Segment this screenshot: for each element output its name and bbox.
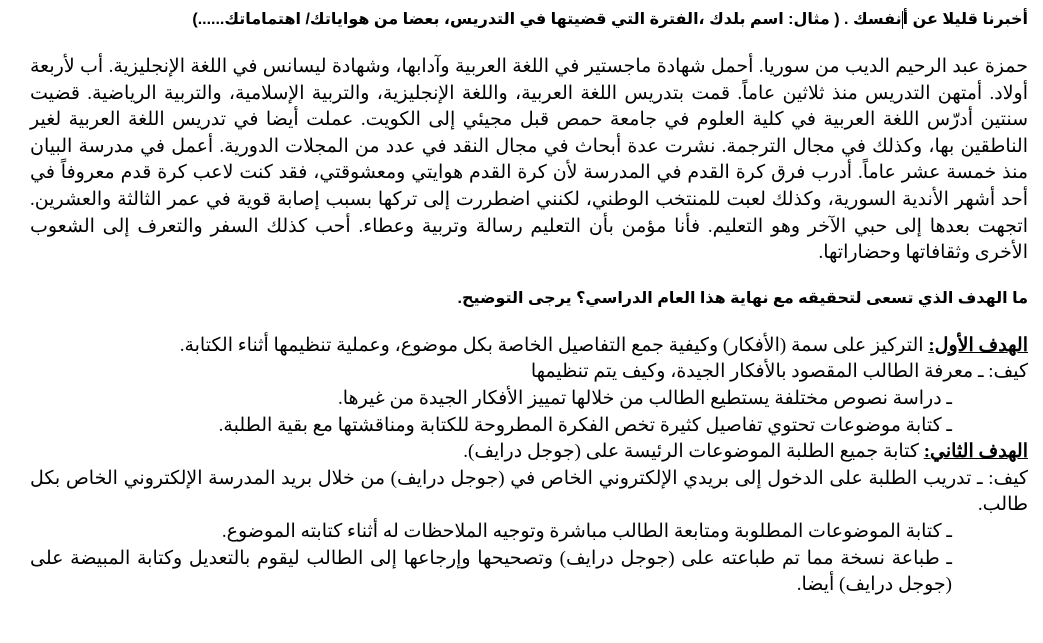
question-goal: ما الهدف الذي تسعى لتحقيقه مع نهاية هذا العام الدراسي؟ يرجى التوضيح.	[457, 289, 1028, 307]
goals-section	[30, 333, 1028, 599]
question-about-yourself	[30, 8, 1028, 32]
goal-1-text: التركيز على سمة (الأفكار) وكيفية جمع التفاصيل الخاصة بكل موضوع، وعملية تنظيمها أثناء الكتابة.	[179, 334, 929, 356]
goal-1-how: كيف: ـ معرفة الطالب المقصود بالأفكار الجيدة، وكيف يتم تنظيمها	[530, 361, 1028, 383]
question-text-end: نفسك . ( مثال: اسم بلدك ،الفترة التي قضيتها في التدريس، بعضا من هواياتك/ اهتماماتك......)	[192, 11, 902, 28]
goal-1-step-2: ـ دراسة نصوص مختلفة يستطيع الطالب من خلالها تمييز الأفكار الجيدة من غيرها.	[338, 387, 952, 409]
goal-1-step-3: ـ كتابة موضوعات تحتوي تفاصيل كثيرة تخص الفكرة المطروحة للكتابة ومناقشتها مع بقية الطلبة.	[218, 414, 952, 436]
goal-1-label: الهدف الأول:	[928, 334, 1028, 356]
goal-2-text: كتابة جميع الطلبة الموضوعات الرئيسة على (جوجل درايف).	[463, 441, 924, 463]
goal-2-step-2: ـ كتابة الموضوعات المطلوبة ومتابعة الطالب مباشرة وتوجيه الملاحظات له أثناء كتابته الموضوع.	[221, 520, 952, 542]
document-page	[30, 8, 1028, 599]
question-text-start: أخبرنا قليلا عن أ	[902, 11, 1028, 28]
goal-1-heading	[30, 333, 1028, 360]
goal-2-label: الهدف الثاني:	[923, 441, 1028, 463]
bio-paragraph: حمزة عبد الرحيم الديب من سوريا. أحمل شهادة ماجستير في اللغة العربية وآدابها، وشهادة ليسانس في اللغة الإنجليزية. أب لأربعة أولاد. أمتهن التدريس منذ ثلاثين عاماً. قمت بتدريس اللغة العربية، واللغة الإنجليزية، والتربية الإسلامية، والتربية الرياضية. قضيت سنتين أدرّس اللغة العربية في كلية العلوم في جامعة حمص قبل مجيئي إلى الكويت. عملت أيضا في تدريس اللغة العربية لغير الناطقين بها، وكذلك في مجال الترجمة. نشرت عدة أبحاث في مجال النقد في عدد من المجلات الدورية. أعمل في مدرسة البيان منذ خمسة عشر عاماً. أدرب فرق كرة القدم في المدرسة لأن كرة القدم هوايتي ومعشوقتي، فقد كنت لاعب كرة قدم معروفاً في أحد أشهر الأندية السورية، وكذلك لعبت للمنتخب الوطني، لكنني اضطررت إلى تركها بسبب إصابة قوية في عمر الثالثة والعشرين. اتجهت بعدها إلى حبي الآخر وهو التعليم. فأنا مؤمن بأن التعليم رسالة وتربية وعطاء. أحب كذلك السفر والتعرف إلى الشعوب الأخرى وثقافاتها وحضاراتها.	[30, 56, 1028, 264]
goal-2-how: كيف: ـ تدريب الطلبة على الدخول إلى بريدي الإلكتروني الخاص في (جوجل درايف) من خلال بريد المدرسة الإلكتروني الخاص بكل طالب.	[30, 467, 1028, 516]
goal-2-step-3: ـ طباعة نسخة مما تم طباعته على (جوجل درايف) وتصحيحها وإرجاعها إلى الطالب ليقوم بالتعديل وكتابة المبيضة على (جوجل درايف) أيضا.	[30, 547, 952, 596]
goal-2-heading	[30, 439, 1028, 466]
